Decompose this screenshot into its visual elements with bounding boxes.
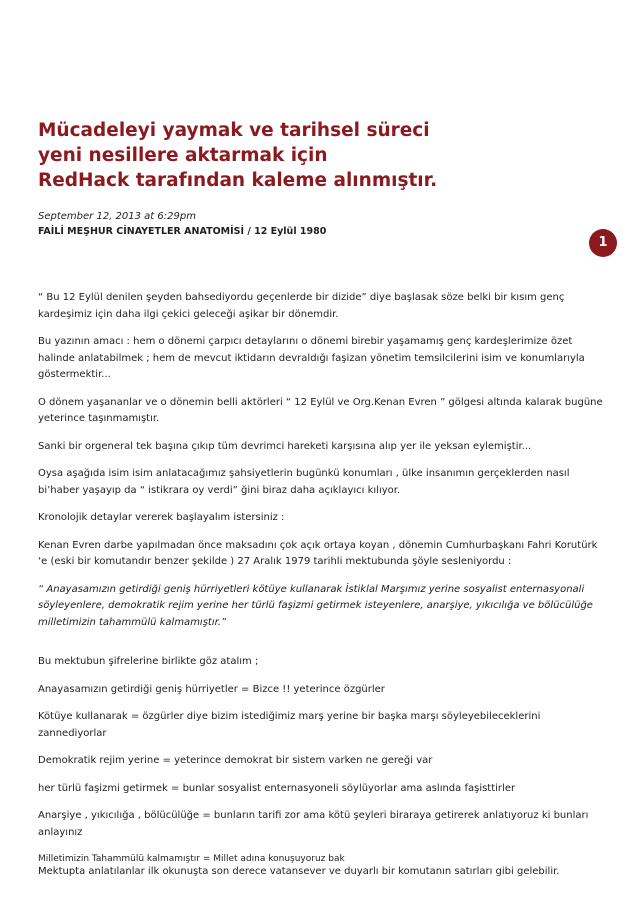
page-number-badge: 1 (589, 229, 617, 257)
paragraph: Kenan Evren darbe yapılmadan önce maksadını çok açık ortaya koyan , dönemin Cumhurbaşkanı Fahri Korutürk ‘e (eski bir komutandır benzer şekilde ) 27 Aralık 1979 tarihli mektubunda şöyle sesleniyordu : (38, 539, 598, 567)
body-text (38, 290, 604, 892)
paragraph: Kötüye kullanarak = özgürler diye bizim istediğimiz marş yerine bir başka marşı söyleyebileceklerini zannediyorlar (38, 711, 541, 739)
paragraph: Mektupta anlatılanlar ilk okunuşta son derece vatansever ve duyarlı bir komutanın satırları gibi gelebilir. (38, 866, 560, 877)
spacer (38, 642, 604, 654)
document-title (38, 118, 558, 193)
title-line: yeni nesillere aktarmak için (38, 145, 328, 166)
document-subtitle: FAİLİ MEŞHUR CİNAYETLER ANATOMİSİ / 12 Eylül 1980 (38, 226, 327, 237)
paragraph: Sanki bir orgeneral tek başına çıkıp tüm devrimci hareketi karşısına alıp yer ile yeksan eylemiştir... (38, 440, 532, 452)
paragraph: Anayasamızın getirdiği geniş hürriyetler = Bizce !! yeterince özgürler (38, 683, 385, 695)
paragraph: O dönem yaşananlar ve o dönemin belli aktörleri “ 12 Eylül ve Org.Kenan Evren ” gölgesi altında kalarak bugüne yeterince taşınmamıştır. (38, 396, 603, 424)
quote-paragraph: “ Anayasamızın getirdiği geniş hürriyetleri kötüye kullanarak İstiklal Marşımız yerine sosyalist enternasyonali söyleyenlere, demokratik rejim yerine her türlü faşizmi getirmek isteyenlere, anarşiye, yıkıcılığa ve bölücülüğe milletimizin tahammülü kalmamıştır.” (38, 583, 593, 628)
paragraph: her türlü faşizmi getirmek = bunlar sosyalist enternasyoneli söylüyorlar ama aslında faşisttirler (38, 782, 516, 794)
paragraph: “ Bu 12 Eylül denilen şeyden bahsediyordu geçenlerde bir dizide” diye başlasak söze belki bir kısım genç kardeşimiz için daha ilgi çekici geleceği aşikar bir dönemdir. (38, 292, 565, 320)
paragraph: Kronolojik detaylar vererek başlayalım istersiniz : (38, 512, 285, 523)
paragraph: Bu yazının amacı : hem o dönemi çarpıcı detaylarını o dönemi birebir yaşamamış genç kardeşlerimize özet halinde anlatabilmek ; hem de mevcut iktidarın devraldığı faşizan yönetim temsilcilerini isim ve konumlarıyla göstermektir... (38, 336, 585, 380)
title-line: Mücadeleyi yaymak ve tarihsel süreci (38, 120, 430, 141)
paragraph: Demokratik rejim yerine = yeterince demokrat bir sistem varken ne gereği var (38, 755, 433, 766)
small-paragraph: Milletimizin Tahammülü kalmamıştır = Millet adına konuşuyoruz bak (38, 854, 345, 864)
paragraph: Bu mektubun şifrelerine birlikte göz atalım ; (38, 656, 259, 667)
paragraph: Oysa aşağıda isim isim anlatacağımız şahsiyetlerin bugünkü konumları , ülke insanımın gerçeklerden nasıl bi’haber yaşayıp da “ istikrara oy verdi” ğini biraz daha açıklayıcı kılıyor. (38, 468, 570, 496)
title-line: RedHack tarafından kaleme alınmıştır. (38, 170, 438, 191)
paragraph: Anarşiye , yıkıcılığa , bölücülüğe = bunların tarifi zor ama kötü şeyleri biraraya getirerek anlatıyoruz ki bunları anlayınız (38, 810, 589, 838)
post-date: September 12, 2013 at 6:29pm (38, 211, 196, 222)
